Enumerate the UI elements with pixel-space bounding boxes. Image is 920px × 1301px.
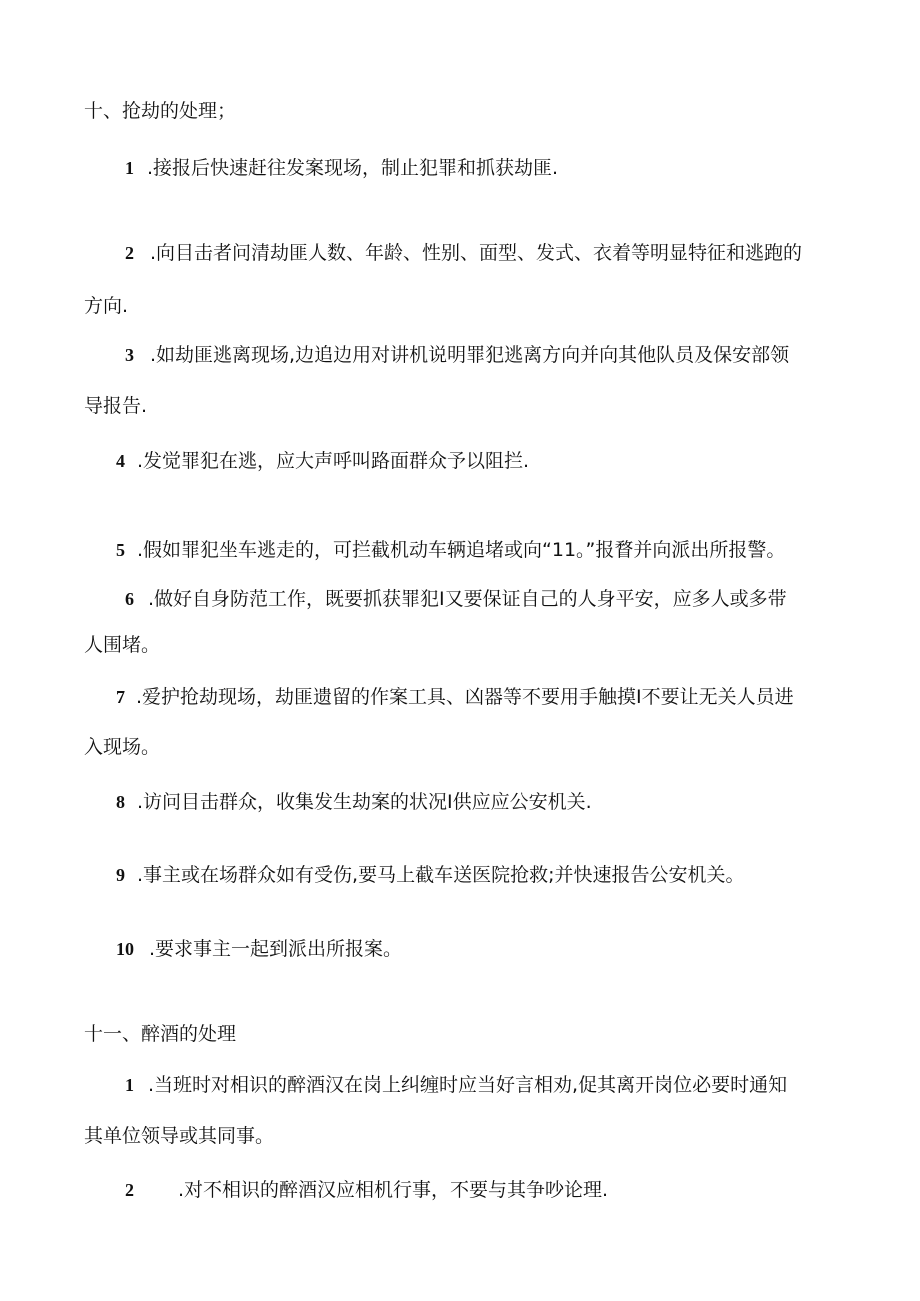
item-number: 3 <box>125 345 134 365</box>
item-text: .访问目击群众，收集发生劫案的状况I供应应公安机关. <box>137 791 592 813</box>
item-text: .假如罪犯坐车逃走的，可拦截机动车辆追堵或向“11。”报瞀并向派出所报警。 <box>137 539 786 561</box>
item-text: .事主或在场群众如有受伤,要马上截车送医院抢救;并快速报告公安机关。 <box>137 864 745 886</box>
item-number: 5 <box>116 540 125 560</box>
item-text: .当班时对相识的醉酒汉在岗上纠缠时应当好言相劝,促其离开岗位必要时通知 <box>148 1074 788 1096</box>
item-text: .向目击者问清劫匪人数、年龄、性别、面型、发式、衣着等明显特征和逃跑的 <box>150 242 803 264</box>
item-text-continued: 导报告. <box>84 395 148 417</box>
item-number: 1 <box>125 1075 134 1095</box>
section-heading-robbery: 十、抢劫的处理； <box>84 100 237 122</box>
item-text: .做好自身防范工作，既要抓获罪犯I又要保证自己的人身平安，应多人或多带 <box>148 588 787 610</box>
item-number: 6 <box>125 589 134 609</box>
item-number: 4 <box>116 451 125 471</box>
section-heading-drunkenness: 十一、醉酒的处理 <box>84 1023 237 1045</box>
item-number: 10 <box>116 939 134 959</box>
item-text-continued: 入现场。 <box>84 736 161 758</box>
item-text: .爱护抢劫现场，劫匪遗留的作案工具、凶器等不要用手触摸I不要让无关人员进 <box>136 686 794 708</box>
item-text-continued: 方向. <box>84 295 129 317</box>
item-text-continued: 其单位领导或其同事。 <box>84 1125 275 1147</box>
item-number: 7 <box>116 687 125 707</box>
item-text: .如劫匪逃离现场,边追边用对讲机说明罪犯逃离方向并向其他队员及保安部领 <box>150 344 790 366</box>
item-number: 2 <box>125 1180 134 1200</box>
item-text: .发觉罪犯在逃，应大声呼叫路面群众予以阻拦. <box>137 450 530 472</box>
item-number: 2 <box>125 243 134 263</box>
item-text-continued: 人围堵。 <box>84 634 161 656</box>
item-number: 8 <box>116 792 125 812</box>
item-number: 9 <box>116 865 125 885</box>
item-text: .接报后快速赶往发案现场，制止犯罪和抓获劫匪. <box>147 157 559 179</box>
item-number: 1 <box>125 158 134 178</box>
item-text: .要求事主一起到派出所报案。 <box>149 938 403 960</box>
item-text: .对不相识的醉酒汉应相机行事，不要与其争吵论理. <box>178 1179 609 1201</box>
